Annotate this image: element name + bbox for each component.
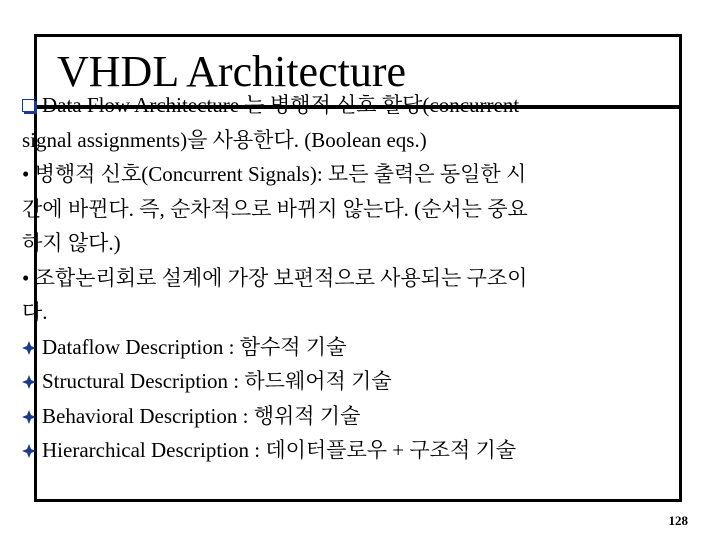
content-line-4 [22, 192, 626, 227]
line-text-10: Behavioral Description : 행위적 기술 [42, 403, 361, 428]
slide-title: VHDL Architecture [57, 47, 407, 96]
line-text-11: Hierarchical Description : 데이터플로우 + 구조적 기술 [42, 438, 517, 462]
diamond-bullet-icon [22, 375, 36, 389]
line-text-4: 간에 바뀐다. 즉, 순차적으로 바뀌지 않는다. (순서는 중요 [22, 196, 528, 221]
line-text-6: • 조합논리회로 설계에 가장 보편적으로 사용되는 구조이 [22, 265, 528, 290]
page-number: 128 [668, 513, 688, 528]
line-text-5: 하지 않다.) [22, 231, 121, 255]
content-line-10 [22, 399, 626, 434]
slide-content [22, 88, 626, 468]
content-line-3 [22, 157, 626, 192]
line-text-2: signal assignments)을 사용한다. (Boolean eqs.) [22, 127, 427, 152]
content-line-7 [22, 295, 626, 330]
line-text-3: • 병행적 신호(Concurrent Signals): 모든 출력은 동일한 시 [22, 162, 527, 186]
line-text-8: Dataflow Description : 함수적 기술 [42, 334, 347, 359]
content-line-5 [22, 226, 626, 261]
content-line-11 [22, 433, 626, 468]
line-text-9: Structural Description : 하드웨어적 기술 [42, 369, 392, 393]
hollow-square-bullet-icon [22, 99, 35, 112]
diamond-bullet-icon [22, 444, 36, 458]
diamond-bullet-icon [22, 410, 36, 424]
line-text-7: 다. [22, 300, 48, 324]
content-line-6 [22, 261, 626, 296]
content-line-9 [22, 364, 626, 399]
content-line-8 [22, 330, 626, 365]
content-line-1 [22, 88, 626, 123]
diamond-bullet-icon [22, 341, 36, 355]
line-text-1: Data Flow Architecture 는 병행적 신호 할당(concurrent [42, 93, 520, 117]
content-line-2 [22, 123, 626, 158]
